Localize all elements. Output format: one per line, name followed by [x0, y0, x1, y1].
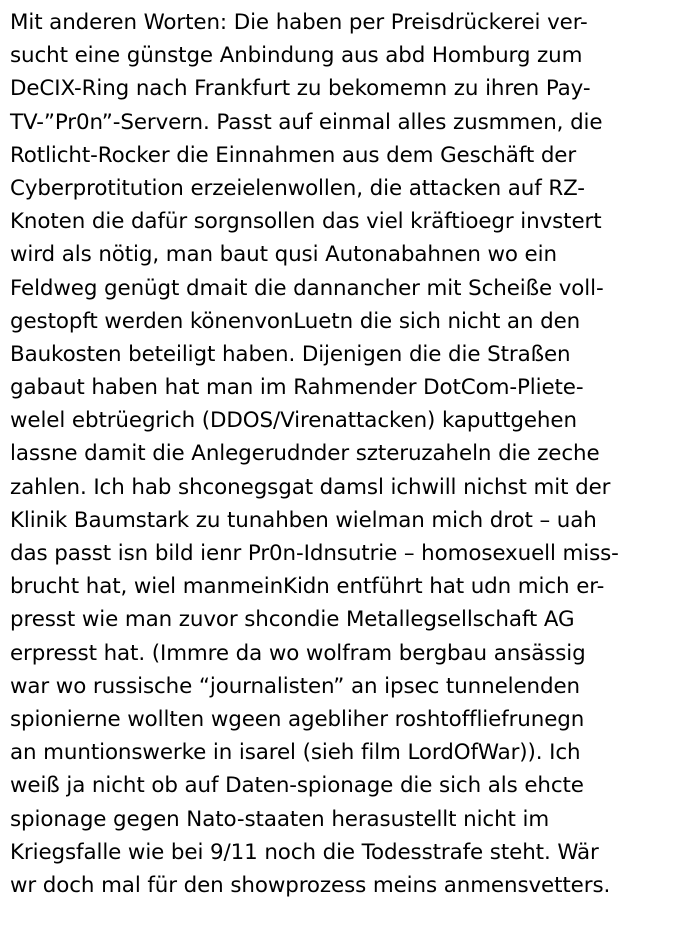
text-line: spionierne wollten wgeen agebliher roshtoffliefrunegn — [10, 706, 585, 732]
text-line: Mit anderen Worten: Die haben per Preisdrückerei ver- — [10, 10, 588, 35]
text-line: sucht eine günstge Anbindung aus abd Homburg zum — [10, 43, 583, 69]
text-line: an muntionswerke in isarel (sieh film LordOfWar)). Ich — [10, 740, 581, 766]
text-line: weiß ja nicht ob auf Daten-spionage die sich als ehcte — [10, 773, 584, 799]
text-line: gabaut haben hat man im Rahmender DotCom-Pliete- — [10, 375, 584, 401]
text-line: das passt isn bild ienr Pr0n-Idnsutrie – homosexuell miss- — [10, 541, 619, 566]
text-line: war wo russische “journalisten” an ipsec tunnelenden — [10, 673, 581, 699]
text-line: Klinik Baumstark zu tunahben wielman mich drot – uah — [10, 507, 597, 533]
text-line: Cyberprotitution erzeielenwollen, die attacken auf RZ- — [10, 175, 585, 201]
text-line: DeCIX-Ring nach Frankfurt zu bekomemn zu ihren Pay- — [10, 76, 591, 102]
text-line: gestopft werden könenvonLuetn die sich nicht an den — [10, 308, 581, 334]
text-line: TV-”Pr0n”-Servern. Passt auf einmal alles zusmmen, die — [10, 109, 603, 135]
text-line: zahlen. Ich hab shconegsgat damsl ichwill nichst mit der — [10, 474, 611, 500]
text-line: Rotlicht-Rocker die Einnahmen aus dem Geschäft der — [10, 142, 577, 168]
text-line: spionage gegen Nato-staaten herasustellt nicht im — [10, 806, 550, 832]
text-line: Kriegsfalle wie bei 9/11 noch die Todesstrafe steht. Wär — [10, 839, 599, 865]
text-line: wr doch mal für den showprozess meins anmensvetters. — [10, 872, 611, 898]
text-line: presst wie man zuvor shcondie Metallegsellschaft AG — [10, 607, 575, 633]
text-line: brucht hat, wiel manmeinKidn entführt hat udn mich er- — [10, 574, 605, 600]
text-line: wird als nötig, man baut qusi Autonabahnen wo ein — [10, 242, 557, 268]
text-line: Feldweg genügt dmait die dannancher mit Scheiße voll- — [10, 275, 604, 301]
text-line: welel ebtrüegrich (DDOS/Virenattacken) kaputtgehen — [10, 408, 577, 434]
text-line: lassne damit die Anlegerudnder szteruzaheln die zeche — [10, 441, 600, 467]
text-line: erpresst hat. (Immre da wo wolfram bergbau ansässig — [10, 640, 586, 666]
text-line: Knoten die dafür sorgnsollen das viel kräftioegr invstert — [10, 209, 602, 235]
body-text — [10, 6, 682, 902]
text-line: Baukosten beteiligt haben. Dijenigen die die Straßen — [10, 341, 571, 367]
